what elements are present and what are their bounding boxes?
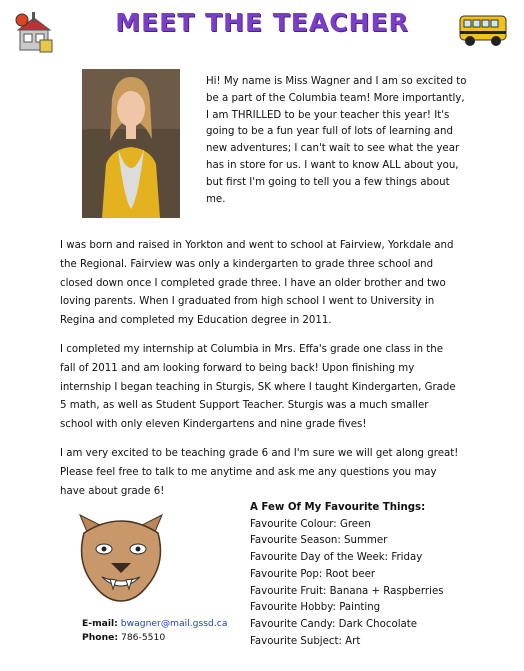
favourites-heading: A Few Of My Favourite Things: (250, 502, 426, 513)
favourite-item-colour: Favourite Colour: Green (250, 518, 371, 530)
favourite-item-subject: Favourite Subject: Art (250, 635, 361, 647)
email-link[interactable]: bwagner@mail.gssd.ca (120, 618, 228, 629)
phone-label: Phone: (82, 632, 119, 643)
favourite-item-season: Favourite Season: Summer (250, 535, 388, 547)
favourite-item-candy: Favourite Candy: Dark Chocolate (250, 618, 418, 630)
phone-value: 786-5510 (120, 632, 166, 643)
favourite-item-hobby: Favourite Hobby: Painting (250, 602, 381, 614)
paragraph-internship: I completed my internship at Columbia in Mrs. Effa's grade one class in the fall of 2011 and am looking forward to being back! Upon finishing my internship I began teaching in Sturgis, SK where I taught Kindergarten, Grade 5 math, as well as Student Support Teacher. Sturgis was a much smaller school with only eleven Kindergartens and nine grade fives! (60, 344, 456, 431)
email-label: E-mail: (82, 618, 118, 629)
favourite-item-day: Favourite Day of the Week: Friday (250, 552, 423, 564)
contact-info (82, 617, 227, 645)
favourite-item-pop: Favourite Pop: Root beer (250, 568, 376, 580)
favourites-list (250, 500, 444, 650)
intro-paragraph: Hi! My name is Miss Wagner and I am so excited to be a part of the Columbia team! More importantly, I am THRILLED to be your teacher this year! It's going to be a fun year full of lots of learning and new adventures; I can't wait to see what the year has in store for us. I want to know ALL about you, but first I'm going to tell you a few things about me. (206, 76, 467, 205)
paragraph-background: I was born and raised in Yorkton and went to school at Fairview, Yorkdale and the Regional. Fairview was only a kindergarten to grade three school and closed down once I completed grade three. I have an older brother and two loving parents. When I graduated from high school I went to University in Regina and completed my Education degree in 2011. (60, 240, 454, 327)
page-title: MEET THE TEACHER (115, 8, 409, 37)
teacher-photo (82, 69, 180, 218)
paragraph-grade6: I am very excited to be teaching grade 6 and I'm sure we will get along great! Please feel free to talk to me anytime and ask me any questions you may have about grade 6! (60, 448, 459, 497)
email-line (82, 617, 227, 631)
cougar-mascot-icon (66, 505, 176, 605)
favourite-item-fruit: Favourite Fruit: Banana + Raspberries (250, 585, 444, 597)
school-bus-icon (458, 10, 508, 48)
phone-line (82, 631, 227, 645)
